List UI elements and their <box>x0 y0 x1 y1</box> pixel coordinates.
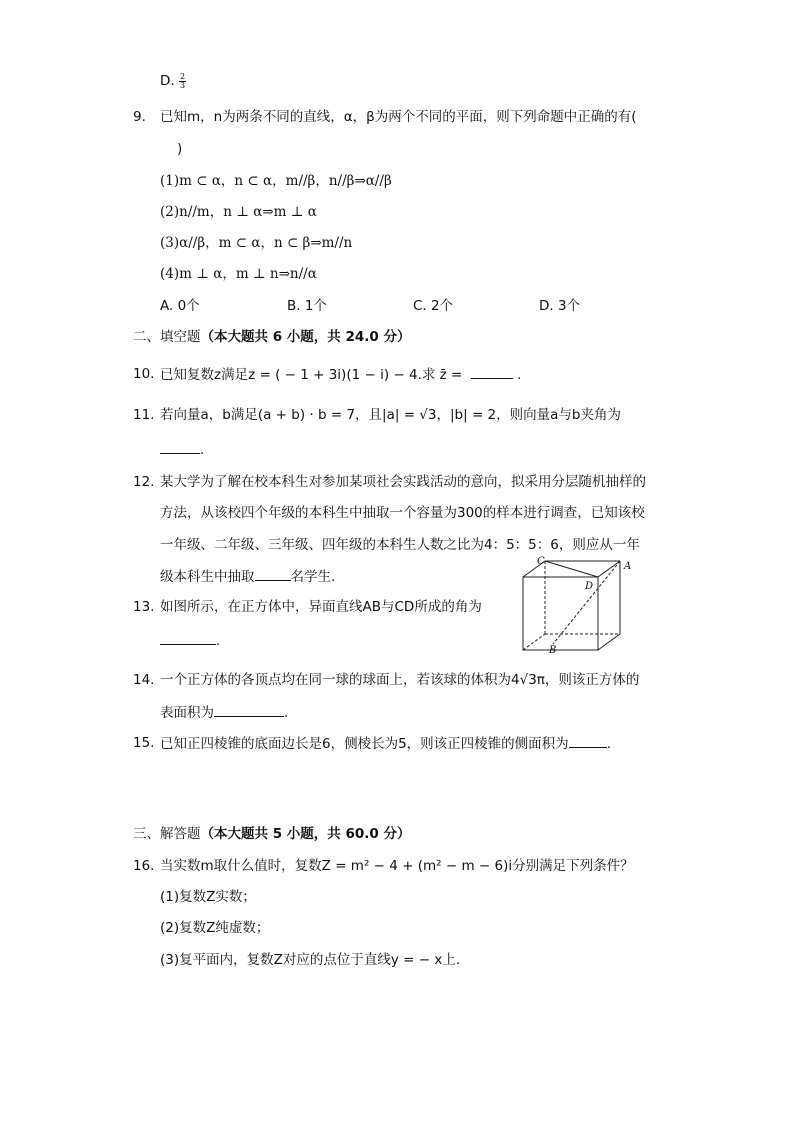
section-3-note: （本大题共 5 小题，共 60.0 分） <box>200 826 411 842</box>
q15-body <box>160 734 611 753</box>
segment-cd <box>545 561 598 577</box>
q14-number: 14. <box>133 672 155 688</box>
q9-prop-3: (3)α//β，m ⊂ α，n ⊂ β⇒m//n <box>160 235 353 251</box>
q13-number: 13. <box>133 599 155 615</box>
section-3-title: 三、解答题 <box>133 826 201 842</box>
q16-part-3: (3)复平面内，复数Z对应的点位于直线y = − x上. <box>160 952 461 968</box>
answer-blank <box>214 703 284 717</box>
q11-answer-line <box>160 440 204 459</box>
q13-answer-line <box>160 631 220 650</box>
fraction-numerator: 2 <box>179 71 186 81</box>
cube-edge <box>598 634 620 650</box>
q9-number: 9. <box>133 109 146 125</box>
section-3-heading <box>133 825 411 843</box>
q8-option-d <box>160 72 186 90</box>
q10-body <box>160 365 521 384</box>
q9-prop-2: (2)n//m，n ⊥ α⇒m ⊥ α <box>160 204 317 220</box>
cube-hidden-edge <box>523 634 545 650</box>
q9-stem: 已知m，n为两条不同的直线，α，β为两个不同的平面，则下列命题中正确的有( <box>160 109 637 125</box>
label-b: B <box>549 645 557 655</box>
q16-part-1: (1)复数Z实数； <box>160 889 256 905</box>
answer-blank <box>255 567 291 581</box>
q9-prop-1: (1)m ⊂ α，n ⊂ α，m//β，n//β⇒α//β <box>160 173 392 189</box>
fraction <box>179 73 186 90</box>
q14-line-2 <box>160 703 288 722</box>
q13-text: 如图所示，在正方体中，异面直线AB与CD所成的角为 <box>160 599 482 615</box>
q9-option-b: B. 1个 <box>287 298 327 314</box>
q12-line-1: 某大学为了解在校本科生对参加某项社会实践活动的意向，拟采用分层随机抽样的 <box>160 474 646 490</box>
q9-option-a: A. 0个 <box>160 298 200 314</box>
section-2-title: 二、填空题 <box>133 329 201 345</box>
q15-number: 15. <box>133 735 155 751</box>
label-c: C <box>537 556 545 567</box>
q11-text: 若向量a，b满足(a + b) · b = 7，且|a| = √3，|b| = 2，则向量a与b夹角为 <box>160 407 621 423</box>
answer-blank <box>160 440 200 454</box>
q14-line-2-text: 表面积为 <box>160 705 214 721</box>
q10-number: 10. <box>133 366 155 382</box>
q10-text: 已知复数z满足z = ( − 1 + 3i)(1 − i) − 4.求 z̄ = <box>160 367 467 383</box>
q10-end: . <box>516 367 522 383</box>
option-label: D. <box>160 73 175 89</box>
fraction-denominator: 3 <box>179 80 186 90</box>
section-2-note: （本大题共 6 小题，共 24.0 分） <box>200 329 411 345</box>
q12-line-3: 一年级、二年级、三年级、四年级的本科生人数之比为4：5：5：6，则应从一年 <box>160 537 640 553</box>
q12-line-2: 方法，从该校四个年级的本科生中抽取一个容量为300的样本进行调查，已知该校 <box>160 505 645 521</box>
label-d: D <box>585 581 594 592</box>
label-a: A <box>624 561 632 572</box>
q11-number: 11. <box>133 407 155 423</box>
answer-blank <box>471 365 513 379</box>
q16-number: 16. <box>133 858 155 874</box>
q14-end: . <box>284 705 289 721</box>
q12-line-4 <box>160 567 335 586</box>
q15-text: 已知正四棱锥的底面边长是6，侧棱长为5，则该正四棱锥的侧面积为 <box>160 736 569 752</box>
q16-part-2: (2)复数Z纯虚数； <box>160 920 270 936</box>
q12-line-4b: 名学生. <box>290 569 336 585</box>
answer-blank <box>569 734 607 748</box>
q12-line-4a: 级本科生中抽取 <box>160 569 255 585</box>
section-2-heading <box>133 328 411 346</box>
q14-line-1: 一个正方体的各顶点均在同一球的球面上，若该球的体积为4√3π，则该正方体的 <box>160 672 640 688</box>
cube-figure <box>515 555 635 655</box>
q16-stem: 当实数m取什么值时，复数Z = m² − 4 + (m² − m − 6)i分别满足下列条件？ <box>160 858 634 874</box>
q15-end: . <box>606 736 611 752</box>
q9-option-d: D. 3个 <box>539 298 581 314</box>
q11-end: . <box>200 442 205 458</box>
answer-blank <box>160 631 216 645</box>
q13-end: . <box>216 633 221 649</box>
q9-stem-close: ) <box>177 141 183 157</box>
q12-number: 12. <box>133 474 155 490</box>
q9-option-c: C. 2个 <box>413 298 454 314</box>
q9-prop-4: (4)m ⊥ α，m ⊥ n⇒n//α <box>160 266 317 282</box>
